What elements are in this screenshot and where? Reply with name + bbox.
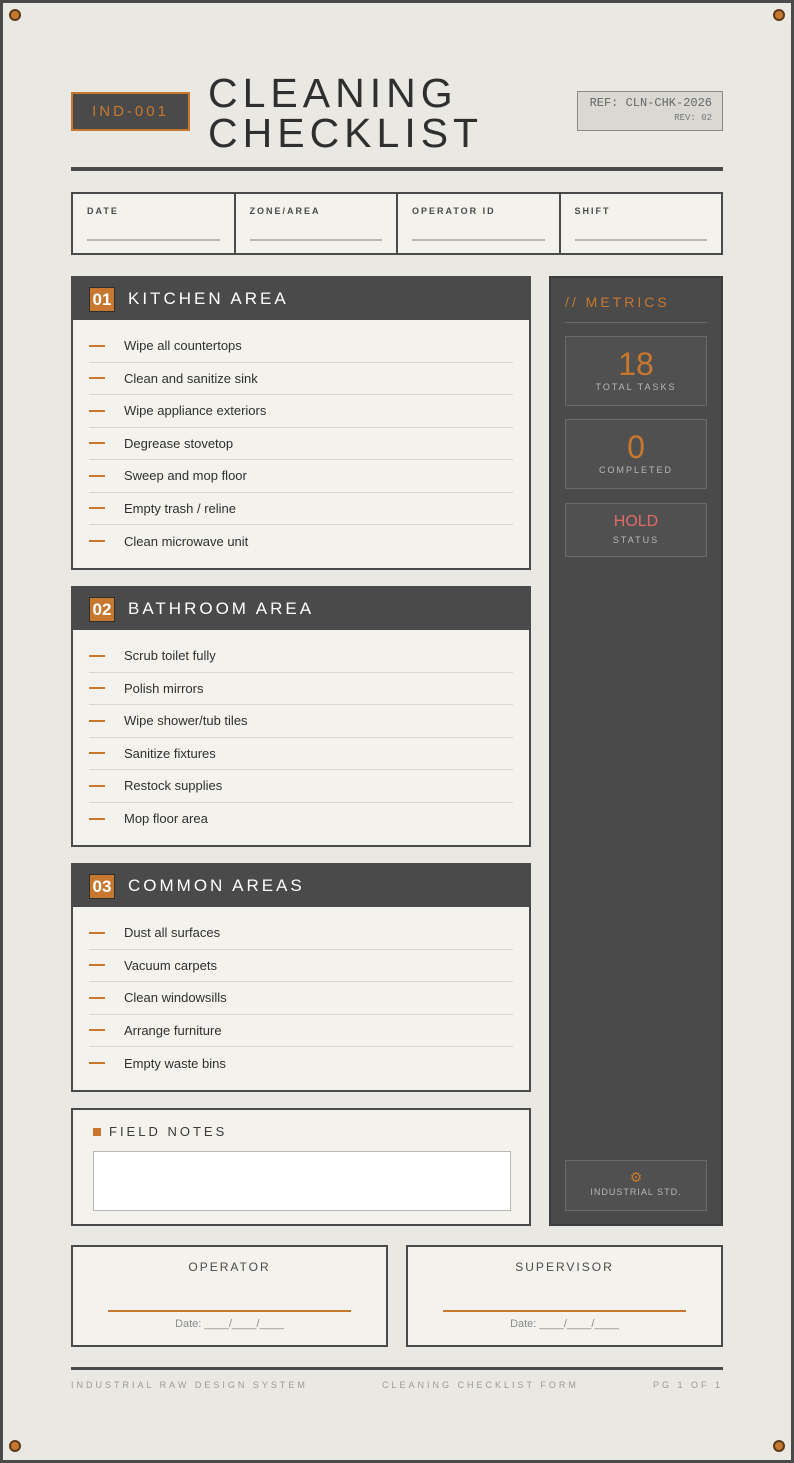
task-item[interactable]: [89, 460, 513, 493]
dash-icon: [89, 442, 105, 444]
field-notes-panel: [71, 1108, 531, 1226]
task-list: [73, 320, 529, 568]
metrics-panel: [549, 276, 723, 1226]
title-line-1: CLEANING: [208, 70, 458, 116]
section-header: [73, 278, 529, 320]
task-label: Clean and sanitize sink: [124, 370, 258, 386]
task-label: Wipe shower/tub tiles: [124, 713, 248, 729]
task-label: Sanitize fixtures: [124, 745, 216, 761]
task-label: Arrange furniture: [124, 1022, 222, 1038]
info-fields: [71, 192, 723, 255]
section-number: 01: [89, 287, 115, 312]
task-item[interactable]: [89, 525, 513, 558]
task-item[interactable]: [89, 705, 513, 738]
dash-icon: [89, 818, 105, 820]
field-label: ZONE/AREA: [249, 206, 321, 216]
header: [71, 71, 723, 171]
task-label: Vacuum carpets: [124, 957, 217, 973]
supervisor-signature-block[interactable]: [406, 1245, 723, 1347]
task-item[interactable]: [89, 640, 513, 673]
reference-box: [577, 91, 723, 131]
field-input-line[interactable]: [412, 239, 545, 241]
total-tasks-value: 18: [618, 346, 654, 382]
dash-icon: [89, 410, 105, 412]
rivet-icon: [9, 1440, 21, 1452]
dash-icon: [89, 687, 105, 689]
task-label: Clean microwave unit: [124, 533, 249, 549]
task-label: Empty trash / reline: [124, 500, 236, 516]
task-label: Dust all surfaces: [124, 925, 221, 941]
dash-icon: [89, 720, 105, 722]
status-label: STATUS: [612, 535, 660, 545]
field-input-line[interactable]: [250, 239, 383, 241]
completed-value: 0: [627, 429, 645, 465]
signature-title: OPERATOR: [188, 1260, 271, 1274]
task-item[interactable]: [89, 493, 513, 526]
section-header: [73, 588, 529, 630]
rivet-icon: [773, 1440, 785, 1452]
task-item[interactable]: [89, 738, 513, 771]
task-item[interactable]: [89, 395, 513, 428]
footer: [71, 1367, 723, 1390]
task-label: Restock supplies: [124, 778, 223, 794]
badge-label: INDUSTRIAL STD.: [590, 1187, 682, 1197]
task-label: Wipe appliance exteriors: [124, 403, 267, 419]
task-label: Mop floor area: [124, 811, 208, 827]
operator-signature-block[interactable]: [71, 1245, 388, 1347]
field-label: SHIFT: [574, 206, 611, 216]
section-header: [73, 865, 529, 907]
revision-number: REV: 02: [674, 113, 712, 123]
section-number: 03: [89, 874, 115, 899]
section-title: KITCHEN AREA: [128, 289, 289, 308]
page-title: [208, 70, 484, 156]
signature-date: Date: ____/____/____: [175, 1318, 284, 1330]
completed-label: COMPLETED: [598, 465, 673, 475]
dash-icon: [89, 964, 105, 966]
field-notes-title: FIELD NOTES: [109, 1124, 228, 1139]
task-item[interactable]: [89, 770, 513, 803]
date-field[interactable]: [73, 194, 236, 253]
field-label: OPERATOR ID: [412, 206, 496, 216]
field-notes-input[interactable]: [93, 1151, 511, 1211]
dash-icon: [89, 997, 105, 999]
signature-title: SUPERVISOR: [515, 1260, 614, 1274]
section-common-areas: [71, 863, 531, 1092]
status-value: HOLD: [613, 513, 659, 530]
divider: [565, 322, 707, 323]
task-item[interactable]: [89, 803, 513, 836]
task-item[interactable]: [89, 1015, 513, 1048]
dash-icon: [89, 785, 105, 787]
dash-icon: [89, 540, 105, 542]
zone-area-field[interactable]: [236, 194, 399, 253]
footer-page-number: PG 1 OF 1: [652, 1380, 723, 1390]
dash-icon: [89, 1062, 105, 1064]
section-title: COMMON AREAS: [128, 876, 305, 895]
task-item[interactable]: [89, 982, 513, 1015]
dash-icon: [89, 377, 105, 379]
dash-icon: [89, 475, 105, 477]
task-list: [73, 630, 529, 845]
shift-field[interactable]: [561, 194, 722, 253]
signature-line[interactable]: [108, 1310, 351, 1312]
footer-center: CLEANING CHECKLIST FORM: [381, 1380, 579, 1390]
reference-number: REF: CLN-CHK-2026: [589, 96, 712, 110]
task-label: Polish mirrors: [124, 680, 204, 696]
rivet-icon: [773, 9, 785, 21]
dash-icon: [89, 752, 105, 754]
task-label: Wipe all countertops: [124, 338, 242, 354]
section-bathroom-area: [71, 586, 531, 847]
signature-line[interactable]: [443, 1310, 686, 1312]
total-tasks-metric: [565, 336, 707, 406]
metrics-title: // METRICS: [565, 294, 670, 310]
task-label: Clean windowsills: [124, 990, 227, 1006]
task-item[interactable]: [89, 917, 513, 950]
task-item[interactable]: [89, 950, 513, 983]
rivet-icon: [9, 9, 21, 21]
task-item[interactable]: [89, 428, 513, 461]
section-title: BATHROOM AREA: [128, 599, 315, 618]
section-kitchen-area: [71, 276, 531, 570]
total-tasks-label: TOTAL TASKS: [595, 382, 677, 392]
task-item[interactable]: [89, 363, 513, 396]
task-label: Sweep and mop floor: [124, 468, 247, 484]
dash-icon: [89, 655, 105, 657]
dash-icon: [89, 1029, 105, 1031]
gear-icon: ⚙: [629, 1169, 643, 1185]
task-item[interactable]: [89, 330, 513, 363]
task-item[interactable]: [89, 673, 513, 706]
footer-left: INDUSTRIAL RAW DESIGN SYSTEM: [71, 1380, 308, 1390]
industrial-standard-badge: [565, 1160, 707, 1211]
field-input-line[interactable]: [575, 239, 708, 241]
field-label: DATE: [87, 206, 119, 216]
status-metric: [565, 503, 707, 557]
task-label: Empty waste bins: [124, 1055, 226, 1071]
signature-date: Date: ____/____/____: [510, 1318, 619, 1330]
task-item[interactable]: [89, 1047, 513, 1080]
square-bullet-icon: [93, 1128, 101, 1136]
task-list: [73, 907, 529, 1090]
task-label: Scrub toilet fully: [124, 648, 216, 664]
field-notes-header: [93, 1124, 227, 1139]
document-code-badge: IND-001: [71, 92, 190, 131]
field-input-line[interactable]: [87, 239, 220, 241]
operator-id-field[interactable]: [398, 194, 561, 253]
task-label: Degrease stovetop: [124, 435, 234, 451]
dash-icon: [89, 345, 105, 347]
completed-metric: [565, 419, 707, 489]
title-line-2: CHECKLIST: [208, 110, 484, 156]
section-number: 02: [89, 597, 115, 622]
dash-icon: [89, 507, 105, 509]
dash-icon: [89, 932, 105, 934]
